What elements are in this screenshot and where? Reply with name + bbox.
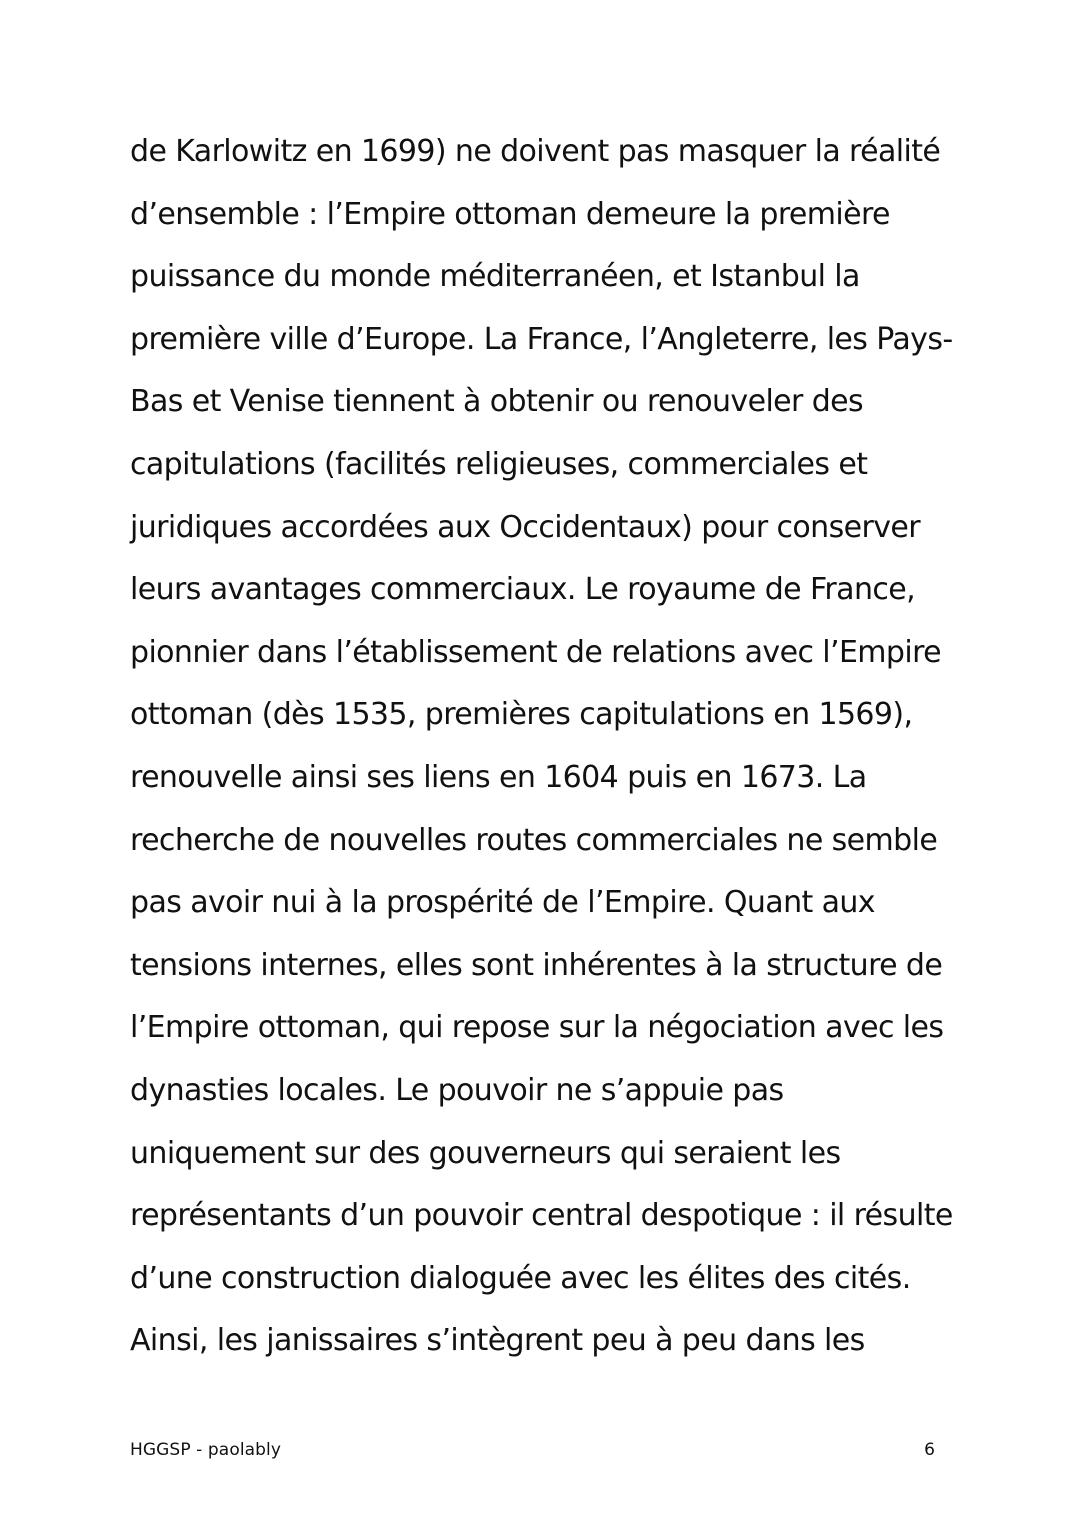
text-line: dynasties locales. Le pouvoir ne s’appuie pas <box>130 1072 784 1108</box>
body-paragraph <box>130 121 953 1373</box>
text-line: uniquement sur des gouverneurs qui seraient les <box>130 1135 841 1171</box>
text-line: recherche de nouvelles routes commerciales ne semble <box>130 822 938 858</box>
text-line: renouvelle ainsi ses liens en 1604 puis en 1673. La <box>130 759 867 795</box>
text-line: l’Empire ottoman, qui repose sur la négociation avec les <box>130 1010 944 1046</box>
text-line: pionnier dans l’établissement de relations avec l’Empire <box>130 634 942 670</box>
page-number: 6 <box>924 1440 935 1460</box>
text-line: puissance du monde méditerranéen, et Istanbul la <box>130 259 860 295</box>
text-line: Bas et Venise tiennent à obtenir ou renouveler des <box>130 384 864 420</box>
text-line: tensions internes, elles sont inhérentes à la structure de <box>130 947 943 983</box>
text-line: de Karlowitz en 1699) ne doivent pas masquer la réalité <box>130 134 941 169</box>
text-line: ottoman (dès 1535, premières capitulations en 1569), <box>130 697 913 733</box>
text-line: d’ensemble : l’Empire ottoman demeure la première <box>130 196 890 232</box>
text-line: Ainsi, les janissaires s’intègrent peu à peu dans les <box>130 1323 865 1359</box>
text-line: pas avoir nui à la prospérité de l’Empire. Quant aux <box>130 885 875 921</box>
text-line: d’une construction dialoguée avec les élites des cités. <box>130 1260 911 1296</box>
text-line: capitulations (facilités religieuses, commerciales et <box>130 446 868 482</box>
footer-author-label: HGGSP - paolably <box>130 1440 282 1460</box>
text-line: juridiques accordées aux Occidentaux) pour conserver <box>130 509 920 545</box>
text-line: représentants d’un pouvoir central despotique : il résulte <box>130 1198 953 1234</box>
text-line: première ville d’Europe. La France, l’Angleterre, les Pays- <box>130 321 953 357</box>
text-line: leurs avantages commerciaux. Le royaume de France, <box>130 572 916 608</box>
